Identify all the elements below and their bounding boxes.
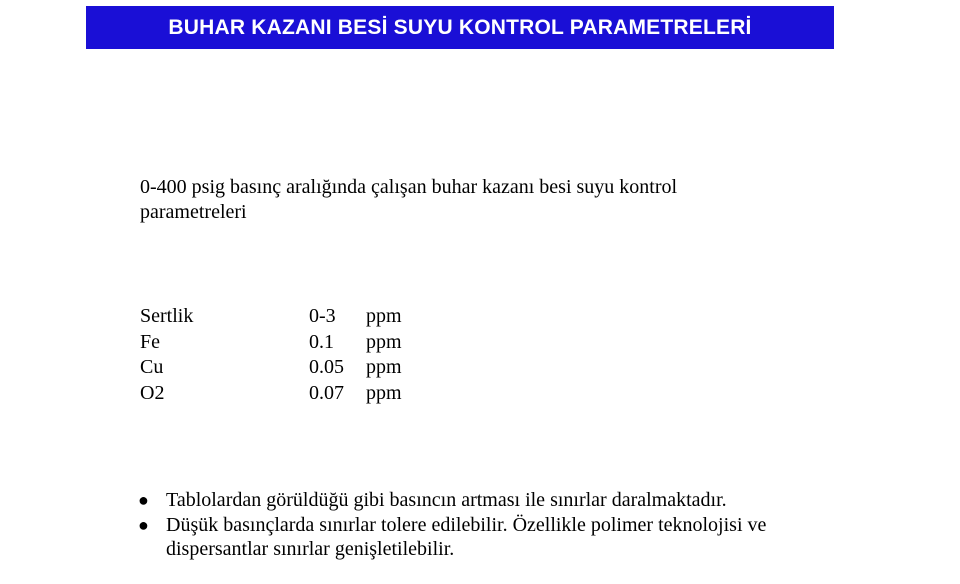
list-item bbox=[136, 513, 856, 562]
note-line: Tablolardan görüldüğü gibi basıncın artması ile sınırlar daralmaktadır. bbox=[166, 489, 727, 511]
parameter-name: Fe bbox=[140, 330, 160, 353]
parameter-value: 0-3 bbox=[309, 305, 336, 327]
title-banner bbox=[86, 6, 834, 49]
parameter-value: 0.05 bbox=[309, 356, 344, 378]
parameter-name: Sertlik bbox=[140, 305, 194, 327]
parameter-name: O2 bbox=[140, 381, 165, 404]
note-line: Düşük basınçlarda sınırlar tolere edilebilir. Özellikle polimer teknolojisi ve bbox=[166, 513, 767, 536]
page-title: BUHAR KAZANI BESİ SUYU KONTROL PARAMETRELERİ bbox=[168, 15, 752, 39]
intro-line: parametreleri bbox=[140, 201, 247, 223]
parameter-value: 0.07 bbox=[309, 381, 344, 404]
note-line: dispersantlar sınırlar genişletilebilir. bbox=[166, 538, 455, 560]
list-item bbox=[136, 488, 856, 513]
intro-paragraph bbox=[140, 175, 780, 225]
bullet-icon: ● bbox=[138, 490, 149, 510]
parameter-value: 0.1 bbox=[309, 330, 334, 353]
parameter-row bbox=[140, 381, 426, 407]
notes-list bbox=[136, 488, 856, 562]
intro-line: 0-400 psig basınç aralığında çalışan buhar kazanı besi suyu kontrol bbox=[140, 176, 678, 198]
parameter-unit: ppm bbox=[366, 330, 402, 353]
parameter-unit: ppm bbox=[366, 381, 402, 404]
bullet-icon: ● bbox=[138, 514, 149, 535]
parameter-row bbox=[140, 330, 426, 356]
parameter-unit: ppm bbox=[366, 356, 402, 378]
parameter-row bbox=[140, 304, 426, 330]
parameter-unit: ppm bbox=[366, 305, 402, 327]
parameter-name: Cu bbox=[140, 356, 164, 378]
parameter-table bbox=[140, 304, 426, 406]
parameter-row bbox=[140, 355, 426, 381]
